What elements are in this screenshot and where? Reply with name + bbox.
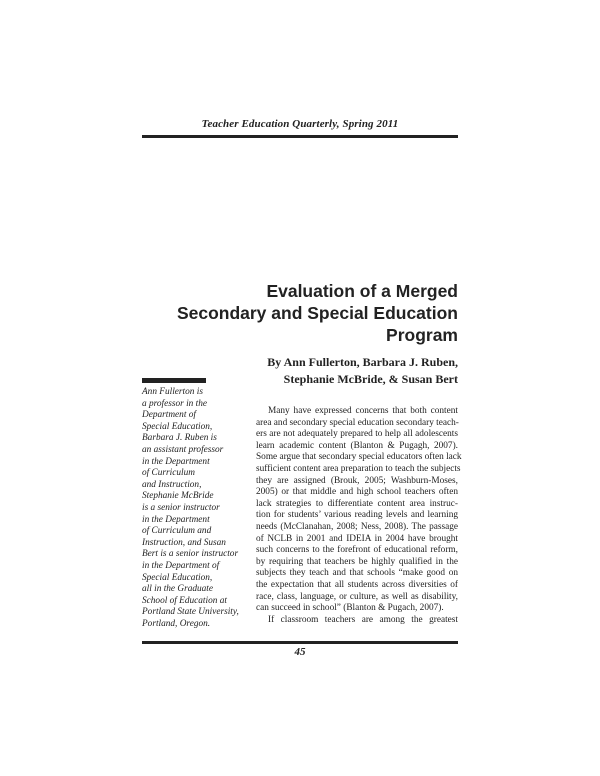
body-line: tion for students’ various reading levels and learning [256, 510, 458, 521]
bio-line: of Curriculum [142, 468, 195, 479]
article-title-line: Secondary and Special Education [176, 303, 458, 323]
body-line: needs (McClanahan, 2008; Ness, 2008). The passage [256, 521, 458, 532]
author-byline [242, 354, 458, 388]
body-line: If classroom teachers are among the greatest [268, 614, 458, 625]
author-bio-sidebar [142, 387, 250, 630]
article-title-line: Program [386, 325, 458, 345]
bio-line: in the Department of [142, 560, 220, 571]
sidebar-rule [142, 378, 206, 383]
bio-line: an assistant professor [142, 444, 224, 455]
body-line: learn academic content (Blanton & Pugagh, 2007). [256, 440, 458, 451]
bio-line: Portland, Oregon. [142, 618, 211, 629]
bio-line: is a senior instructor [142, 502, 220, 513]
body-line: such concerns to the forefront of educational reform, [256, 545, 458, 556]
bio-line: Bert is a senior instructor [142, 549, 239, 560]
bio-line: and Instruction, [142, 479, 202, 490]
author-byline-line: By Ann Fullerton, Barbara J. Ruben, [267, 355, 458, 369]
author-byline-line: Stephanie McBride, & Susan Bert [283, 372, 458, 386]
bio-line: Special Education, [142, 421, 213, 432]
bio-line: all in the Graduate [142, 584, 214, 595]
bio-line: a professor in the [142, 398, 207, 409]
running-header: Teacher Education Quarterly, Spring 2011 [201, 118, 399, 130]
header-rule [142, 135, 458, 138]
bio-line: Ann Fullerton is [142, 387, 203, 397]
bio-line: in the Department [142, 514, 210, 525]
bio-line: Stephanie McBride [142, 491, 214, 502]
body-line: lack strategies to differentiate content area instruc- [256, 498, 458, 509]
body-line: Some argue that secondary special educators often lack [256, 452, 462, 463]
footer-rule [142, 641, 458, 644]
bio-line: Department of [142, 410, 196, 421]
body-line: by requiring that teachers be highly qualified in the [256, 556, 458, 567]
bio-line: Portland State University, [142, 607, 239, 618]
body-line: the expectation that all students across diversities of [256, 579, 458, 590]
body-line: 2005) or that middle and high school teachers often [256, 487, 458, 498]
body-line: ers are not adequately prepared to help all adolescents [256, 429, 458, 440]
body-line: subjects they teach and that schools “make good on [256, 568, 458, 579]
body-line: can succeed in school” (Blanton & Pugach, 2007). [256, 603, 444, 614]
body-line: of NCLB in 2001 and IDEIA in 2004 have brought [256, 533, 458, 544]
bio-line: Instruction, and Susan [142, 537, 226, 548]
article-title [142, 280, 458, 346]
bio-line: of Curriculum and [142, 526, 212, 537]
body-line: Many have expressed concerns that both content [268, 406, 458, 416]
bio-line: School of Education at [142, 595, 227, 606]
article-title-line: Evaluation of a Merged [266, 281, 458, 301]
page-number: 45 [294, 646, 306, 658]
body-line: race, class, language, or culture, as well as disability, [256, 591, 458, 602]
body-line: sufficient content area preparation to teach the subjects [256, 463, 461, 474]
body-paragraph [256, 406, 462, 626]
body-line: they are assigned (Brouk, 2005; Washburn-Moses, [256, 475, 458, 486]
bio-line: Barbara J. Ruben is [142, 433, 217, 444]
bio-line: Special Education, [142, 572, 213, 583]
body-line: area and secondary special education secondary teach- [256, 417, 459, 428]
bio-line: in the Department [142, 456, 210, 467]
